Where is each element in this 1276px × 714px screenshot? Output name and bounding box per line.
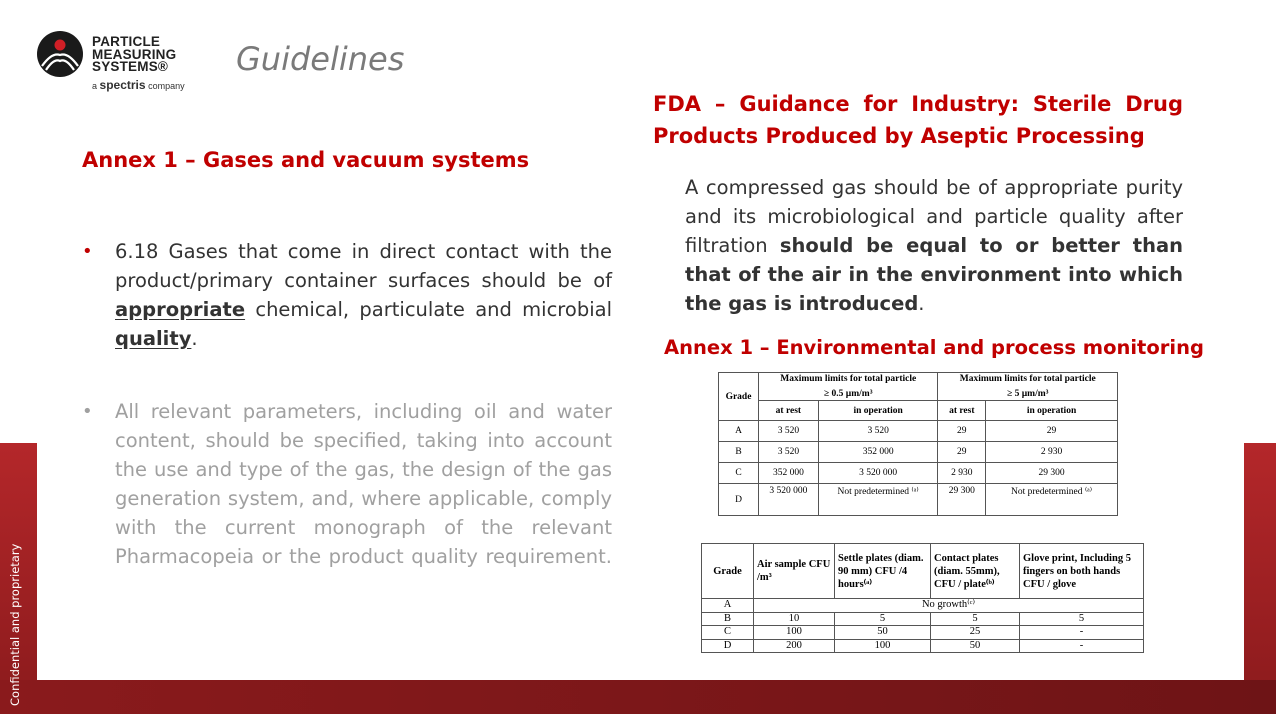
table-row [719, 442, 1118, 463]
table-cell: 29 300 [986, 463, 1118, 484]
table-header: at rest [759, 401, 819, 421]
table-header: Settle plates (diam. 90 mm) CFU /4 hours⁽ᵃ⁾ [835, 544, 931, 599]
table-cell: - [1020, 639, 1144, 653]
table-cell: 3 520 [818, 421, 938, 442]
table-cell: 100 [754, 626, 835, 640]
pms-logo-icon [36, 30, 84, 78]
table-header: Grade [702, 544, 754, 599]
right-red-band [1244, 443, 1276, 714]
table-header: at rest [938, 401, 986, 421]
table-cell: C [702, 626, 754, 640]
table-cell: 3 520 [759, 421, 819, 442]
microbial-limits-table [701, 543, 1144, 653]
table-cell: 50 [931, 639, 1020, 653]
table-cell: 29 [938, 421, 986, 442]
table-cell: Not predetermined ⁽ᵃ⁾ [986, 484, 1118, 516]
table-cell: 352 000 [818, 442, 938, 463]
table-row [719, 421, 1118, 442]
table-header: Contact plates (diam. 55mm), CFU / plate⁽ᵇ⁾ [931, 544, 1020, 599]
table-cell: A [719, 421, 759, 442]
bullet-icon: • [82, 401, 93, 422]
bullet-text: All relevant parameters, including oil and water content, should be specified, taking into account the use and type of the gas, the design of the gas generation system, and, where applicable, comply with the current monograph of the relevant Pharmacopeia or the product quality requirement. [115, 400, 612, 568]
logo-tagline: a spectris company [92, 78, 185, 92]
table-row [702, 599, 1144, 613]
table-cell: No growth⁽ᶜ⁾ [754, 599, 1144, 613]
company-logo [36, 30, 211, 94]
table-cell: 2 930 [986, 442, 1118, 463]
table-header: Maximum limits for total particle ≥ 0.5 µm/m³ [759, 373, 938, 401]
annex-env-heading: Annex 1 – Environmental and process monitoring [664, 336, 1204, 359]
table-header: Glove print, Including 5 fingers on both hands CFU / glove [1020, 544, 1144, 599]
fda-guidance-heading: FDA – Guidance for Industry: Sterile Drug Products Produced by Aseptic Processing [653, 92, 1183, 148]
bottom-red-band [0, 680, 1276, 714]
bullet-icon: • [82, 241, 93, 262]
table-cell: D [719, 484, 759, 516]
table-row [702, 612, 1144, 626]
table-row [702, 639, 1144, 653]
table-cell: B [719, 442, 759, 463]
table-cell: 200 [754, 639, 835, 653]
particle-limits-table [718, 372, 1118, 516]
fda-paragraph: A compressed gas should be of appropriate purity and its microbiological and particle quality after filtration should be equal to or better than that of the air in the environment into which the gas is introduced. [685, 176, 1183, 315]
table-cell: 2 930 [938, 463, 986, 484]
table-cell: C [719, 463, 759, 484]
table-cell: D [702, 639, 754, 653]
table-cell: 50 [835, 626, 931, 640]
table-row [702, 626, 1144, 640]
bullet-text: 6.18 Gases that come in direct contact with the product/primary container surfaces should be of appropriate chemical, particulate and microbial quality. [115, 240, 612, 350]
page-title: Guidelines [236, 40, 405, 78]
table-cell: 25 [931, 626, 1020, 640]
table-cell: B [702, 612, 754, 626]
table-cell: 29 300 [938, 484, 986, 516]
annex-gases-heading: Annex 1 – Gases and vacuum systems [82, 148, 530, 172]
table-cell: 5 [835, 612, 931, 626]
table-cell: 3 520 [759, 442, 819, 463]
bullet-item-parameters [82, 397, 612, 571]
table-header: Air sample CFU /m³ [754, 544, 835, 599]
table-header: Grade [719, 373, 759, 421]
table-header: in operation [986, 401, 1118, 421]
table-row [719, 463, 1118, 484]
table-cell: 100 [835, 639, 931, 653]
bullet-item-6-18 [82, 237, 612, 353]
table-cell: 10 [754, 612, 835, 626]
table-cell: 5 [931, 612, 1020, 626]
table-header: in operation [818, 401, 938, 421]
table-cell: 3 520 000 [818, 463, 938, 484]
table-cell: A [702, 599, 754, 613]
table-cell: Not predetermined ⁽ᵃ⁾ [818, 484, 938, 516]
table-cell: - [1020, 626, 1144, 640]
logo-wordmark: PARTICLE MEASURING SYSTEMS® [92, 34, 177, 74]
table-row [719, 484, 1118, 516]
table-header: Maximum limits for total particle ≥ 5 µm/m³ [938, 373, 1118, 401]
table-cell: 5 [1020, 612, 1144, 626]
table-cell: 29 [986, 421, 1118, 442]
table-cell: 352 000 [759, 463, 819, 484]
table-cell: 29 [938, 442, 986, 463]
table-cell: 3 520 000 [759, 484, 819, 516]
confidential-label: Confidential and proprietary [8, 543, 22, 707]
